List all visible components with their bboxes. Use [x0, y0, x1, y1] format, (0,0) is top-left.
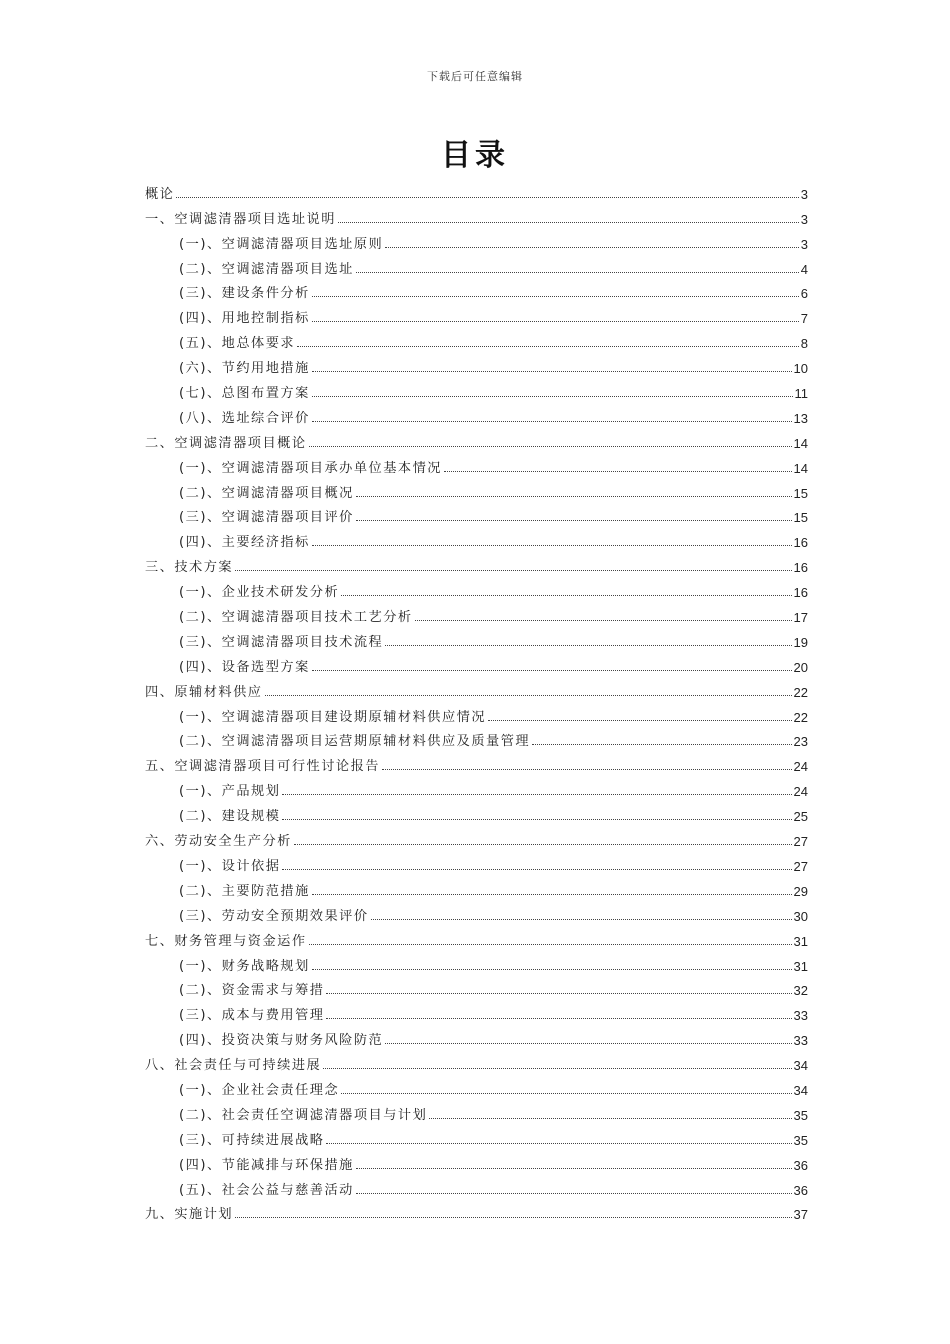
toc-entry[interactable]: [145, 1123, 808, 1148]
toc-entry-page: 13: [793, 410, 808, 426]
toc-entry-page: 31: [793, 933, 808, 949]
toc-entry[interactable]: [145, 326, 808, 351]
toc-entry-title: (三)、空调滤清器项目评价: [179, 510, 354, 526]
toc-entry[interactable]: [145, 725, 808, 750]
toc-entry[interactable]: [145, 1023, 808, 1048]
toc-entry-page: 34: [793, 1058, 808, 1074]
toc-entry-page: 30: [793, 908, 808, 924]
toc-entry[interactable]: [145, 874, 808, 899]
toc-entry-page: 35: [793, 1107, 808, 1123]
toc-entry-page: 10: [793, 361, 808, 377]
toc-entry[interactable]: [145, 949, 808, 974]
toc-entry-page: 31: [793, 958, 808, 974]
toc-entry-title: (二)、空调滤清器项目技术工艺分析: [179, 610, 413, 626]
toc-dot-leader: [326, 1017, 791, 1019]
toc-dot-leader: [176, 196, 798, 198]
toc-entry[interactable]: [145, 1073, 808, 1098]
toc-entry-title: (四)、节能减排与环保措施: [179, 1157, 354, 1173]
toc-entry-page: 33: [793, 1008, 808, 1024]
toc-entry-page: 27: [793, 858, 808, 874]
toc-entry-title: (一)、财务战略规划: [179, 958, 310, 974]
toc-dot-leader: [382, 768, 792, 770]
toc-dot-leader: [312, 669, 792, 671]
toc-entry-page: 14: [793, 435, 808, 451]
toc-dot-leader: [341, 594, 791, 596]
toc-dot-leader: [385, 644, 791, 646]
toc-entry-page: 29: [793, 883, 808, 899]
toc-entry[interactable]: [145, 301, 808, 326]
toc-entry-title: (三)、成本与费用管理: [179, 1008, 325, 1024]
toc-entry[interactable]: [145, 525, 808, 550]
toc-dot-leader: [323, 1067, 791, 1069]
toc-entry-page: 24: [793, 784, 808, 800]
toc-dot-leader: [326, 992, 791, 994]
toc-entry-title: 一、空调滤清器项目选址说明: [145, 211, 336, 227]
toc-entry-title: 六、劳动安全生产分析: [145, 834, 292, 850]
toc-entry-title: 概论: [145, 186, 175, 202]
toc-entry-page: 19: [793, 634, 808, 650]
toc-entry[interactable]: [145, 974, 808, 999]
toc-entry-page: 3: [800, 186, 808, 202]
toc-dot-leader: [282, 868, 791, 870]
toc-entry-page: 3: [800, 211, 808, 227]
toc-entry[interactable]: [145, 501, 808, 526]
toc-entry-title: (六)、节约用地措施: [179, 361, 310, 377]
toc-entry[interactable]: [145, 202, 808, 227]
toc-dot-leader: [444, 470, 792, 472]
toc-entry-page: 33: [793, 1033, 808, 1049]
toc-entry-page: 3: [800, 236, 808, 252]
toc-entry[interactable]: [145, 849, 808, 874]
toc-entry[interactable]: [145, 924, 808, 949]
toc-entry-title: (一)、企业社会责任理念: [179, 1082, 340, 1098]
toc-dot-leader: [385, 246, 799, 248]
toc-entry[interactable]: [145, 575, 808, 600]
toc-entry[interactable]: [145, 998, 808, 1023]
toc-entry-title: 八、社会责任与可持续进展: [145, 1058, 322, 1074]
toc-entry-title: (二)、空调滤清器项目概况: [179, 485, 354, 501]
toc-dot-leader: [532, 743, 791, 745]
toc-entry-page: 35: [793, 1132, 808, 1148]
toc-dot-leader: [338, 221, 799, 223]
toc-dot-leader: [312, 320, 799, 322]
toc-dot-leader: [297, 345, 799, 347]
toc-entry-title: (三)、建设条件分析: [179, 286, 310, 302]
toc-entry-page: 16: [793, 535, 808, 551]
toc-entry-page: 37: [793, 1207, 808, 1223]
toc-entry-page: 22: [793, 684, 808, 700]
toc-entry[interactable]: [145, 376, 808, 401]
toc-entry-page: 20: [793, 659, 808, 675]
toc-entry-title: 二、空调滤清器项目概论: [145, 435, 307, 451]
toc-dot-leader: [309, 445, 792, 447]
toc-entry-page: 24: [793, 759, 808, 775]
toc-entry-page: 22: [793, 709, 808, 725]
toc-entry-title: (二)、空调滤清器项目运营期原辅材料供应及质量管理: [179, 734, 531, 750]
toc-entry-title: (七)、总图布置方案: [179, 386, 310, 402]
toc-dot-leader: [356, 1192, 792, 1194]
toc-entry[interactable]: [145, 700, 808, 725]
toc-entry[interactable]: [145, 799, 808, 824]
toc-entry[interactable]: [145, 1098, 808, 1123]
toc-dot-leader: [235, 1216, 791, 1218]
toc-entry-page: 32: [793, 983, 808, 999]
toc-entry-page: 16: [793, 585, 808, 601]
toc-entry-page: 8: [800, 336, 808, 352]
toc-dot-leader: [429, 1117, 791, 1119]
toc-entry-title: (一)、空调滤清器项目承办单位基本情况: [179, 460, 442, 476]
toc-dot-leader: [385, 1042, 791, 1044]
toc-entry-title: (三)、可持续进展战略: [179, 1132, 325, 1148]
toc-entry-title: (一)、企业技术研发分析: [179, 585, 340, 601]
toc-entry[interactable]: [145, 899, 808, 924]
toc-entry[interactable]: [145, 177, 808, 202]
toc-dot-leader: [356, 495, 792, 497]
toc-dot-leader: [356, 1167, 792, 1169]
toc-entry-title: (一)、空调滤清器项目选址原则: [179, 236, 384, 252]
page-title: 目录: [441, 138, 509, 173]
toc-entry-page: 16: [793, 560, 808, 576]
toc-entry[interactable]: [145, 749, 808, 774]
toc-entry[interactable]: [145, 1198, 808, 1223]
toc-entry-title: (一)、产品规划: [179, 784, 281, 800]
toc-entry[interactable]: [145, 1148, 808, 1173]
toc-entry-title: (四)、用地控制指标: [179, 311, 310, 327]
toc-entry[interactable]: [145, 252, 808, 277]
toc-dot-leader: [294, 843, 792, 845]
toc-entry-title: (四)、设备选型方案: [179, 659, 310, 675]
toc-entry-title: 四、原辅材料供应: [145, 684, 263, 700]
toc-entry-page: 15: [793, 485, 808, 501]
toc-entry[interactable]: [145, 600, 808, 625]
toc-entry-title: (二)、空调滤清器项目选址: [179, 261, 354, 277]
toc-entry-title: 九、实施计划: [145, 1207, 234, 1223]
toc-entry[interactable]: [145, 277, 808, 302]
toc-dot-leader: [341, 1092, 791, 1094]
toc-entry-title: 五、空调滤清器项目可行性讨论报告: [145, 759, 380, 775]
toc-entry-page: 25: [793, 809, 808, 825]
toc-dot-leader: [235, 569, 791, 571]
toc-dot-leader: [356, 519, 792, 521]
toc-entry[interactable]: [145, 650, 808, 675]
toc-entry[interactable]: [145, 550, 808, 575]
header-note: 下载后可任意编辑: [427, 70, 523, 83]
toc-entry-page: 6: [800, 286, 808, 302]
toc-entry-title: 七、财务管理与资金运作: [145, 933, 307, 949]
toc-entry-title: 三、技术方案: [145, 560, 234, 576]
toc-dot-leader: [312, 968, 792, 970]
toc-entry-title: (四)、投资决策与财务风险防范: [179, 1033, 384, 1049]
toc-entry[interactable]: [145, 625, 808, 650]
toc-entry-page: 4: [800, 261, 808, 277]
toc-entry-page: 34: [793, 1082, 808, 1098]
toc-entry[interactable]: [145, 774, 808, 799]
toc-entry[interactable]: [145, 1048, 808, 1073]
toc-entry[interactable]: [145, 227, 808, 252]
table-of-contents: [145, 177, 808, 1222]
toc-dot-leader: [312, 295, 799, 297]
toc-dot-leader: [312, 420, 792, 422]
toc-entry-page: 23: [793, 734, 808, 750]
toc-dot-leader: [312, 893, 792, 895]
toc-entry-title: (二)、资金需求与筹措: [179, 983, 325, 999]
toc-entry[interactable]: [145, 451, 808, 476]
toc-entry-title: (二)、建设规模: [179, 809, 281, 825]
toc-entry[interactable]: [145, 401, 808, 426]
toc-entry-page: 36: [793, 1157, 808, 1173]
toc-entry-page: 11: [794, 386, 808, 402]
toc-dot-leader: [309, 943, 792, 945]
toc-entry-title: (一)、空调滤清器项目建设期原辅材料供应情况: [179, 709, 487, 725]
toc-entry-title: (二)、社会责任空调滤清器项目与计划: [179, 1107, 428, 1123]
toc-entry-title: (三)、空调滤清器项目技术流程: [179, 634, 384, 650]
toc-entry-title: (三)、劳动安全预期效果评价: [179, 908, 369, 924]
toc-entry[interactable]: [145, 675, 808, 700]
toc-entry[interactable]: [145, 426, 808, 451]
toc-entry-page: 7: [800, 311, 808, 327]
toc-entry-title: (五)、地总体要求: [179, 336, 296, 352]
toc-entry-page: 36: [793, 1182, 808, 1198]
toc-dot-leader: [326, 1142, 791, 1144]
toc-entry-title: (二)、主要防范措施: [179, 883, 310, 899]
toc-dot-leader: [265, 694, 792, 696]
toc-dot-leader: [312, 370, 792, 372]
toc-dot-leader: [371, 918, 792, 920]
toc-entry[interactable]: [145, 824, 808, 849]
toc-entry-title: (八)、选址综合评价: [179, 410, 310, 426]
toc-entry-page: 15: [793, 510, 808, 526]
toc-entry[interactable]: [145, 1173, 808, 1198]
toc-dot-leader: [415, 619, 792, 621]
toc-dot-leader: [356, 271, 799, 273]
toc-dot-leader: [282, 793, 791, 795]
toc-dot-leader: [488, 719, 791, 721]
toc-entry-page: 17: [793, 610, 808, 626]
toc-entry[interactable]: [145, 351, 808, 376]
toc-entry-page: 14: [793, 460, 808, 476]
toc-entry-title: (一)、设计依据: [179, 858, 281, 874]
toc-entry-page: 27: [793, 834, 808, 850]
toc-entry-title: (四)、主要经济指标: [179, 535, 310, 551]
toc-entry-title: (五)、社会公益与慈善活动: [179, 1182, 354, 1198]
toc-entry[interactable]: [145, 476, 808, 501]
toc-dot-leader: [312, 544, 792, 546]
toc-dot-leader: [282, 818, 791, 820]
toc-dot-leader: [312, 395, 793, 397]
